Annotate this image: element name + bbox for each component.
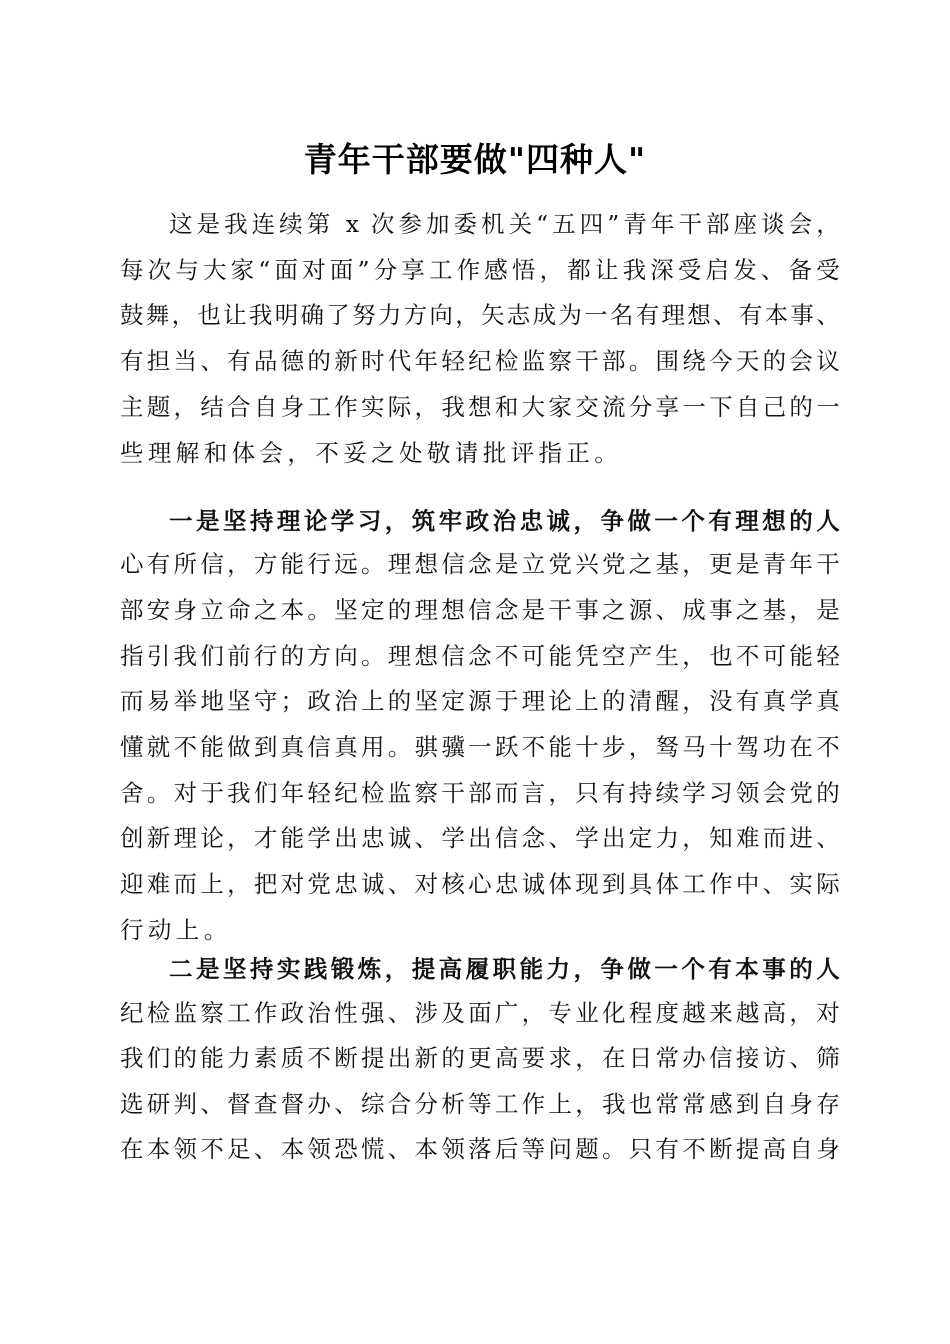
- text-line: 每次与大家“面对面”分享工作感悟，都让我深受启发、备受: [120, 256, 840, 284]
- text-line: 心有所信，方能行远。理想信念是立党兴党之基，更是青年干: [120, 550, 840, 578]
- text-line: 我们的能力素质不断提出新的更高要求，在日常办信接访、筛: [120, 1044, 840, 1072]
- section-heading: 一是坚持理论学习，筑牢政治忠诚，争做一个有理想的人: [169, 507, 840, 535]
- text-line: 在本领不足、本领恐慌、本领落后等问题。只有不断提高自身: [120, 1135, 840, 1163]
- text-line: 主题，结合自身工作实际，我想和大家交流分享一下自己的一: [120, 393, 840, 421]
- text-line: 有担当、有品德的新时代年轻纪检监察干部。围绕今天的会议: [120, 347, 840, 375]
- text-line: 选研判、督查督办、综合分析等工作上，我也常常感到自身存: [120, 1090, 840, 1118]
- page-title: 青年干部要做"四种人": [303, 140, 647, 179]
- text-line: 指引我们前行的方向。理想信念不可能凭空产生，也不可能轻: [120, 642, 840, 670]
- text-line: 鼓舞，也让我明确了努力方向，矢志成为一名有理想、有本事、: [120, 301, 840, 329]
- text-line: 行动上。: [120, 916, 232, 944]
- text-line: 懂就不能做到真信真用。骐骥一跃不能十步，驽马十驾功在不: [120, 733, 840, 761]
- text-line: 部安身立命之本。坚定的理想信念是干事之源、成事之基，是: [120, 596, 840, 624]
- text-line: 些理解和体会，不妥之处敬请批评指正。: [120, 439, 623, 467]
- text-line: 迎难而上，把对党忠诚、对核心忠诚体现到具体工作中、实际: [120, 870, 840, 898]
- text-line: 而易举地坚守；政治上的坚定源于理论上的清醒，没有真学真: [120, 687, 840, 715]
- text-line: 创新理论，才能学出忠诚、学出信念、学出定力，知难而进、: [120, 824, 840, 852]
- text-line: 这是我连续第 x 次参加委机关“五四”青年干部座谈会，: [169, 210, 840, 238]
- section-heading: 二是坚持实践锻炼，提高履职能力，争做一个有本事的人: [169, 955, 840, 983]
- text-line: 舍。对于我们年轻纪检监察干部而言，只有持续学习领会党的: [120, 779, 840, 807]
- text-line: 纪检监察工作政治性强、涉及面广，专业化程度越来越高，对: [120, 999, 840, 1027]
